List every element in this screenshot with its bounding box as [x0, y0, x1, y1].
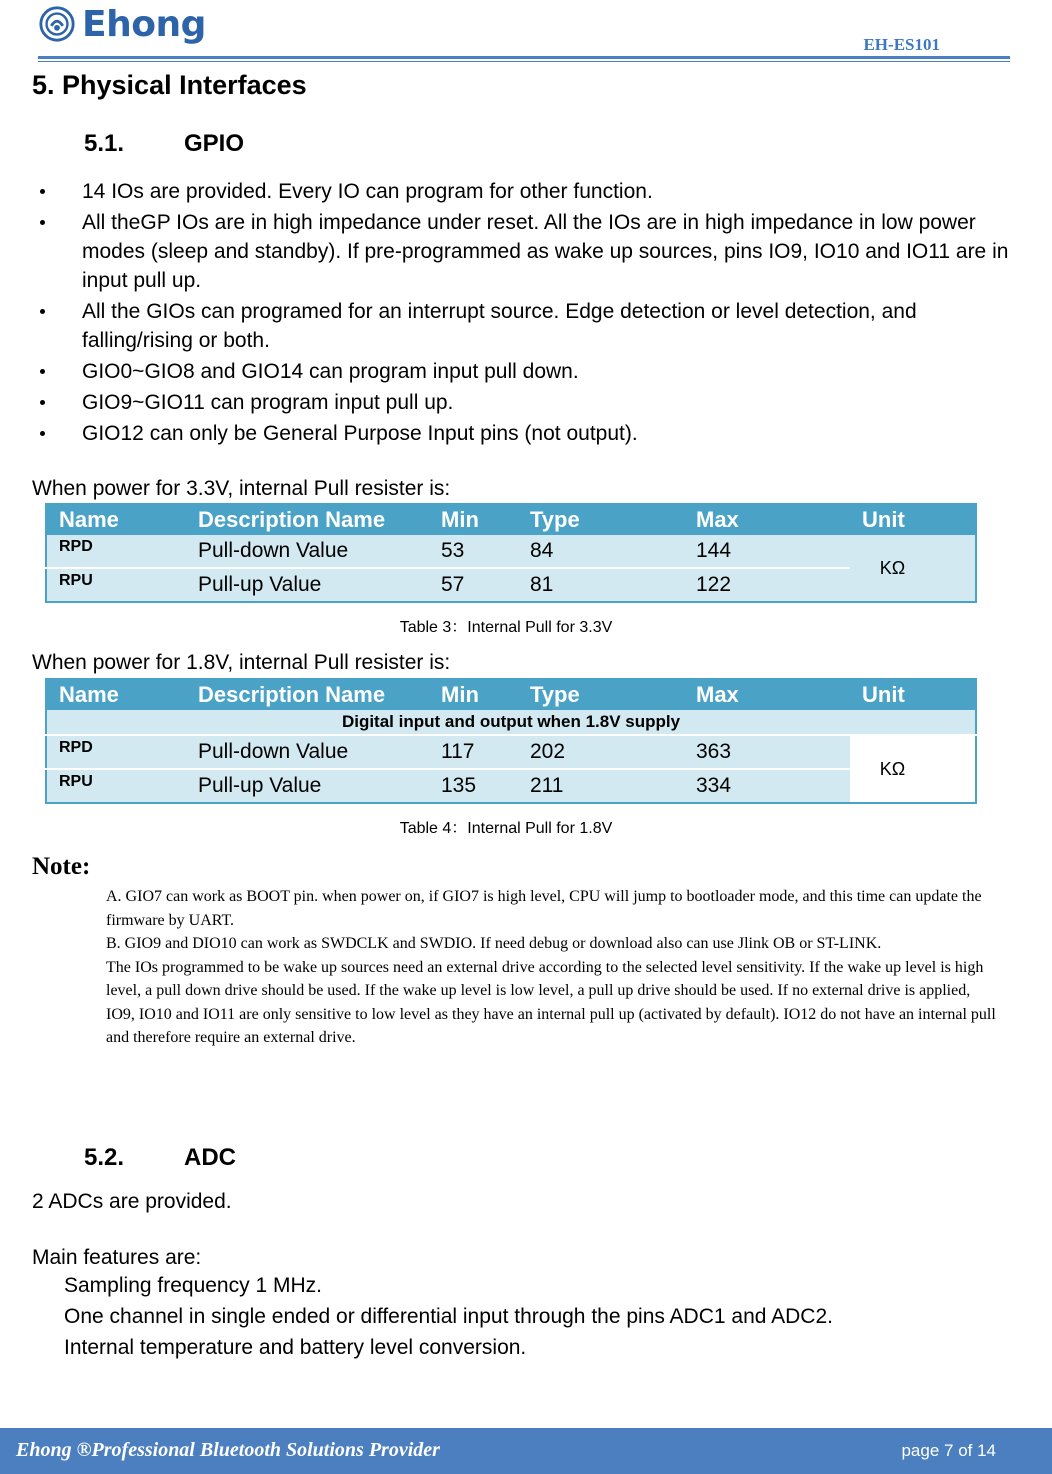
table3-intro: When power for 3.3V, internal Pull resister is:: [32, 477, 451, 500]
adc-features-intro: Main features are:: [32, 1246, 202, 1269]
column-header: Type: [518, 679, 684, 710]
column-header: Max: [684, 504, 850, 535]
column-header: Description Name: [186, 504, 429, 535]
row-type: 81: [518, 568, 684, 602]
column-header: Description Name: [186, 679, 429, 710]
row-description: Pull-up Value: [186, 568, 429, 602]
column-header: Max: [684, 679, 850, 710]
list-item: All the GIOs can programed for an interrupt source. Edge detection or level detection, and falling/rising or both.: [40, 297, 1015, 355]
row-name: RPD: [46, 735, 186, 769]
header-rule: [38, 56, 1010, 59]
note-title: Note:: [32, 853, 91, 880]
list-item: GIO0~GIO8 and GIO14 can program input pull down.: [40, 357, 1015, 386]
row-description: Pull-down Value: [186, 735, 429, 769]
row-name: RPU: [46, 769, 186, 803]
row-type: 202: [518, 735, 684, 769]
row-description: Pull-down Value: [186, 535, 429, 568]
pull-table-1v8: [45, 678, 977, 804]
list-item: GIO12 can only be General Purpose Input pins (not output).: [40, 419, 1015, 448]
unit-cell: KΩ: [850, 535, 976, 602]
note-c: The IOs programmed to be wake up sources need an external drive according to the selected level sensitivity. If the wake up level is high level, a pull down drive should be used. If the wake up level is low level, a pull up drive should be used. If no external drive is applied, IO9, IO10 and IO11 are only sensitive to low level as they have an internal pull up (activated by default). IO12 do not have an internal pull and therefore require an external drive.: [106, 958, 996, 1046]
header-rule-thin: [38, 61, 1010, 62]
column-header: Unit: [850, 504, 976, 535]
list-item: All theGP IOs are in high impedance under reset. All the IOs are in high impedance in low power modes (sleep and standby). If pre-programmed as wake up sources, pins IO9, IO10 and IO11 are in input pull up.: [40, 208, 1015, 295]
row-max: 144: [684, 535, 850, 568]
section-title: 5. Physical Interfaces: [32, 70, 307, 100]
row-name: RPD: [46, 535, 186, 568]
unit-cell: KΩ: [850, 735, 976, 803]
column-header: Min: [429, 679, 518, 710]
adc-feature: Sampling frequency 1 MHz.: [64, 1274, 322, 1297]
adc-heading-number: 5.2.: [84, 1144, 125, 1171]
note-a: A. GIO7 can work as BOOT pin. when power on, if GIO7 is high level, CPU will jump to bootloader mode, and this time can update the firmware by UART.: [106, 888, 982, 929]
table4-intro: When power for 1.8V, internal Pull resister is:: [32, 651, 451, 674]
adc-provided: 2 ADCs are provided.: [32, 1190, 232, 1213]
company-logo: [38, 2, 206, 46]
span-row-label: Digital input and output when 1.8V supply: [46, 710, 976, 735]
logo-text: Ehong: [82, 3, 206, 45]
ehong-logo-icon: [38, 5, 76, 43]
row-type: 84: [518, 535, 684, 568]
list-item: GIO9~GIO11 can program input pull up.: [40, 388, 1015, 417]
adc-feature: One channel in single ended or differential input through the pins ADC1 and ADC2.: [64, 1305, 833, 1328]
table-span-row: [46, 710, 976, 735]
row-min: 135: [429, 769, 518, 803]
column-header: Unit: [850, 679, 976, 710]
row-min: 57: [429, 568, 518, 602]
gpio-heading: [84, 130, 244, 158]
row-max: 334: [684, 769, 850, 803]
list-item: 14 IOs are provided. Every IO can program for other function.: [40, 177, 1015, 206]
row-min: 117: [429, 735, 518, 769]
adc-feature: Internal temperature and battery level conversion.: [64, 1336, 527, 1359]
row-description: Pull-up Value: [186, 769, 429, 803]
note-body: [106, 885, 996, 1050]
gpio-heading-number: 5.1.: [84, 130, 125, 157]
table-row: [46, 769, 976, 803]
footer-tagline: Ehong ®Professional Bluetooth Solutions Provider: [16, 1439, 440, 1461]
model-number: EH-ES101: [863, 35, 940, 54]
adc-heading: [84, 1144, 236, 1172]
note-b: B. GIO9 and DIO10 can work as SWDCLK and SWDIO. If need debug or download also can use Jlink OB or ST-LINK.: [106, 935, 882, 952]
page-number: page 7 of 14: [901, 1441, 996, 1460]
pull-table-3v3: [45, 503, 977, 603]
row-max: 363: [684, 735, 850, 769]
table-header-row: [46, 504, 976, 535]
row-type: 211: [518, 769, 684, 803]
table-row: [46, 568, 976, 602]
adc-heading-title: ADC: [184, 1144, 236, 1171]
table-header-row: [46, 679, 976, 710]
gpio-bullet-list: [40, 177, 1015, 450]
table-row: [46, 735, 976, 769]
column-header: Min: [429, 504, 518, 535]
column-header: Name: [46, 679, 186, 710]
table3-caption: Table 3：Internal Pull for 3.3V: [399, 619, 613, 636]
row-max: 122: [684, 568, 850, 602]
row-min: 53: [429, 535, 518, 568]
row-name: RPU: [46, 568, 186, 602]
column-header: Name: [46, 504, 186, 535]
gpio-heading-title: GPIO: [184, 130, 245, 157]
column-header: Type: [518, 504, 684, 535]
table-row: [46, 535, 976, 568]
table4-caption: Table 4：Internal Pull for 1.8V: [399, 820, 613, 837]
